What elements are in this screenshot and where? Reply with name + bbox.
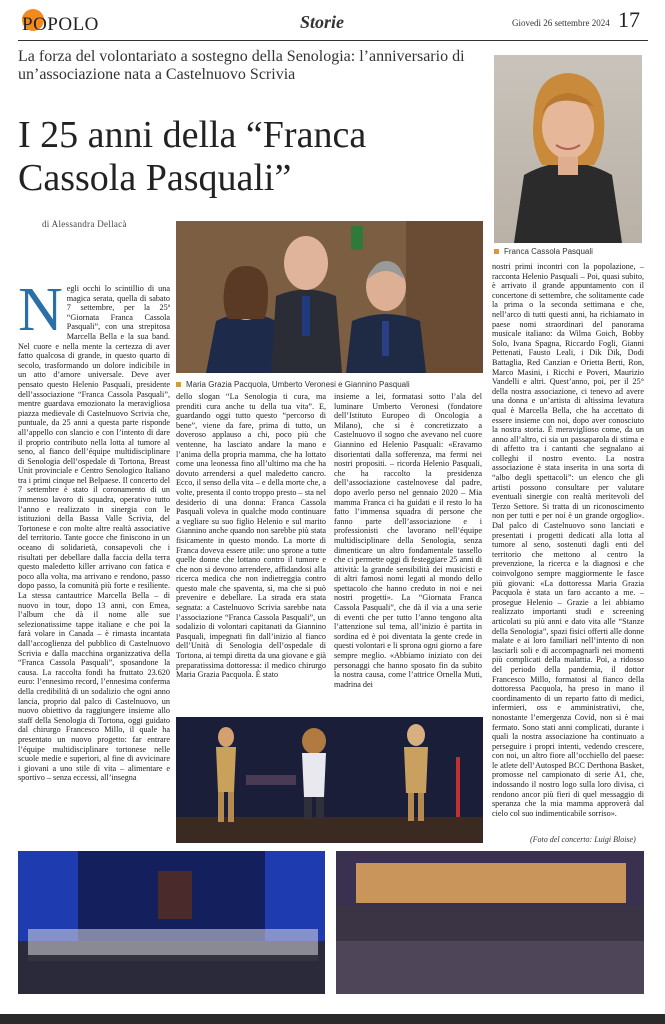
group-illustration — [176, 221, 483, 373]
concert-group-photo — [18, 851, 325, 994]
page-bottom-border — [0, 1014, 665, 1024]
article-column-3 — [334, 392, 482, 712]
concert-group-illustration — [18, 851, 325, 994]
concert-stage-photo — [176, 717, 483, 843]
column-3-text: insieme a lei, formatasi sotto l’ala del luminare Umberto Veronesi (fondatore dell’Istituto Europeo di Oncologia a Milano), che si è concretizzato a Castelnuovo il sogno che avevano nel cuore Giannino ed Helenio Pasquali: «Eravamo disorientati dalla sofferenza, ma fermi nei nostri propositi. – ricorda Helenio Pasquali, che ha raccolto la presidenza dell’associazione castelnovese dal padre, dopo averlo perso nel gennaio 2020 – Mia mamma Franca ci ha guidati e il resto lo ha fatto l’immensa squadra di persone che fanno parte dell’associazione e i professionisti che lavorano nell’équipe multidisciplinare della Senologia, senza dimenticare un altro fondamentale tassello che ci permette oggi di festeggiare 25 anni di attività: la grande sensibilità dei musicisti e di altri famosi nomi legati al mondo dello spettacolo che hanno creduto in noi e nei nostri progetti». La “Giornata Franca Cassola Pasquali”, che dà il via a una serie di eventi che per tutto l’anno tengono alta l’attenzione sul tema, all’inizio è partita in sordina ed è poi diventata la gente crede in questi volontari e li sprona ogni giorno a fare sempre meglio. «Abbiamo iniziato con dei personaggi che hanno sposato fin da subito la nostra causa, come l’attrice Ornella Muti, madrina dei — [334, 392, 482, 689]
piazza-audience-photo — [336, 851, 644, 994]
column-4-text: nostri primi incontri con la popolazione, – racconta Helenio Pasquali – Poi, quasi subito, è arrivato il grande appuntamento con il concertone di settembre, che solitamente cade la prima o la seconda settimana e che, nell’arco di tutti questi anni, ha richiamato in paese nomi straordinari del panorama musicale italiano: da Wilma Goich, Bobby Solo, Ivana Spagna, Riccardo Fogli, Gianni Pettenati, Fausto Leali, i Dik Dik, Dodi Battaglia, Red Canzian e Orietta Berti, Ron, Marco Masini, i Ricchi e Poveri, Maurizio Vandelli e altri. Quest’anno, poi, per il 25° della nostra associazione, ci tenevo ad avere una donna e un’artista di altissima levatura qual è Marcella Bella, che ha accettato di essere insieme con noi, dopo aver conosciuto la nostra storia. È meraviglioso come, da un anno all’altro, ci sia un passaparola di stima e di affetto tra i cantanti che segnalano ai colleghi il nostro evento. La nostra associazione è stata inserita in una sorta di “albo degli spettacoli”: un elenco che gli artisti possono consultare per valutare eventuali sinergie con realtà meritevoli del Terzo Settore. Si tratta di un riconoscimento non per tutti e per noi è un grande orgoglio». Dal palco di Castelnuovo sono lanciati e presentati i progetti dedicati alla lotta al tumore al seno, sostenuti dagli enti del territorio che mettono al centro la prevenzione, la ricerca e la diagnosi e che coinvolgono sempre maggiormente le fasce più giovani: «La dottoressa Maria Grazia Pacquola è stata un faro accanto a me. – prosegue Helenio – Grazie a lei abbiamo realizzato importanti studi e screening articolati su più anni e dato vita alle “Stanze della Senologia”, spazi fisici offerti alle donne malate e ai loro familiari nell’intento di non lasciarli soli e di accompagnarli nei momenti più complicati della malattia. Poi, a ridosso del periodo della pandemia, il dottor Francesco Millo, formatosi al fianco della dottoressa Pacquola, ha preso in mano il coordinamento di un reparto fatto di medici, infermieri, oss e amministrativi, che, nonostante l’emergenza Covid, non si è mai fermato. Sono stati anni complicati, durante i quali la nostra associazione ha continuato a perseguire i propri intenti, vedendo crescere, con noi, un altro fiore all’occhiello del paese: le atlete dell’Autosped BCC Derthona Basket, promosse nel campionato di serie A1, che, indossando il nostro logo sulla loro divisa, ci rendono ancor più fieri di quel messaggio di speranza che la mia mamma approverà dal cielo col suo indimenticabile sorriso». — [492, 262, 644, 818]
caption-marker-icon — [176, 382, 181, 387]
article-byline: di Alessandra Dellacà — [42, 219, 127, 229]
group-photo — [176, 221, 483, 373]
article-column-4 — [492, 262, 644, 832]
section-name: Storie — [300, 12, 345, 32]
concert-stage-illustration — [176, 717, 483, 843]
photo-credit: (Foto del concerto: Luigi Bloise) — [530, 835, 636, 844]
issue-date: Giovedì 26 settembre 2024 — [512, 18, 610, 28]
article-headline: I 25 anni della “Franca Cassola Pasquali” — [18, 114, 367, 199]
portrait-photo — [494, 55, 642, 243]
article-column-2 — [176, 392, 326, 712]
article-kicker: La forza del volontariato a sostegno della Senologia: l’anniversario di un’associazione nata a Castelnuovo Scrivia — [18, 48, 465, 83]
caption-marker-icon — [494, 249, 499, 254]
column-2-text: dello slogan “La Senologia ti cura, ma prenditi cura anche tu della tua vita”. E, guardando oggi tutto questo “percorso di bene”, viene da fare, prima di tutto, un doveroso applauso a chi, poco più che ventenne, ha lasciato andare la mano e l’anima della propria mamma, che ha lottato come una leonessa fino all’ultimo ma che ha dovuto arrendersi a quel maledetto cancro. Ecco, il senso della vita – e della morte che, a volte, presenta il conto troppo presto – sta nel desiderio di una donna: Franca Cassola Pasquali voleva in qualche modo continuare a vegliare su suo figlio Helenio e sul marito Giannino anche quando non sarebbe più stata fisicamente in questo mondo. La morte di Franca doveva essere utile: uno sprone a tutte quelle donne che lottano contro il tumore e che non si devono arrendere, affidandosi alla ricerca medica che non indietreggia contro questo male che spaventa, sì, ma che si può prevenire e debellare. La strada era stata segnata: a Castelnuovo Scrivia sarebbe nata l’associazione “Franca Cassola Pasquali”, un sodalizio di volontari capitanati da Giannino Pasquali, impegnati fin dall’inizio al fianco dell’Unità di Senologia dell’ospedale di Tortona, ai tempi diretta da una giovane e già preparatissima dottoressa: il medico chirurgo Maria Grazia Pacquola. È stato — [176, 392, 326, 680]
group-caption — [176, 380, 410, 389]
piazza-audience-illustration — [336, 851, 644, 994]
drop-cap: N — [18, 284, 63, 344]
portrait-illustration — [494, 55, 642, 243]
group-caption-text: Maria Grazia Pacquola, Umberto Veronesi e Giannino Pasquali — [186, 380, 410, 389]
article-column-1 — [18, 284, 170, 842]
header-rule — [18, 40, 648, 41]
logo-text: POPOLO — [22, 14, 99, 35]
portrait-caption — [494, 247, 593, 256]
portrait-caption-text: Franca Cassola Pasquali — [504, 247, 593, 256]
column-1-text: egli occhi lo scintillio di una magica serata, quella di sabato 7 settembre, per la 25ª “Giornata Franca Cassola Pasquali”, con una strepitosa Marcella Bella e la sua band. Nel cuore e nella mente la certezza di aver fatto qualcosa di grande, in questo quarto di secolo, trasformando un dolore indicibile in un atto d’amore universale. Deve aver pensato questo Helenio Pasquali, presidente dell’associazione “Franca Cassola Pasquali”, mentre guardava emozionato la meravigliosa piazza medievale di Castelnuovo Scrivia che, puntuale, da 25 anni a questa parte risponde all’appello con slancio e con l’intento di dare il proprio contributo nella lotta al tumore al seno, al fianco dell’équipe multidisciplinare di Senologia dell’ospedale di Tortona, Breast Unit provinciale e Centro Senologico Italiano tra i primi cinque nel Belpaese. Il concerto del 7 settembre è stato il coronamento di un immenso lavoro di squadra, operativo tutto l’anno e realizzato in sinergia con le istituzioni della Bassa Valle Scrivia, del Tortonese e con molte altre realtà associative del territorio. Tante gocce che finiscono in un oceano di solidarietà, consapevoli che i risultati per debellare dalla faccia della terra questo maledetto killer arrivano con fatica e poco alla volta, ma arrivano e rendono, passo dopo passo, la comunità più forte e resiliente. La stessa cantautrice Marcella Bella – di nuovo in tour, dopo 13 anni, con Emea, l’album che dà il nome alle sue selezionatissime tappe italiane e che poi la farà volare in Canada – è rimasta incantata dall’accoglienza del pubblico di Castelnuovo Scrivia e dalla macchina organizzativa della “Franca Cassola Pasquali”, sposandone la causa. La raccolta fondi ha fruttato 23.620 euro: l’ennesimo record, l’ennesima conferma della credibilità di un sodalizio che ogni anno lancia, proprio dal palco di Castelnuovo, un nuovo obiettivo da raggiungere insieme allo staff della Senologia di Tortona, oggi guidato dal chirurgo Francesco Millo, il quale ha presentato un nuovo progetto: far entrare l’équipe multidisciplinare tortonese nelle scuole medie e superiori, al fine di avvicinare i giovani a uno stile di vita – alimentare e sportivo – senza eccessi, all’insegna — [18, 284, 170, 783]
page-number: 17 — [618, 7, 640, 32]
